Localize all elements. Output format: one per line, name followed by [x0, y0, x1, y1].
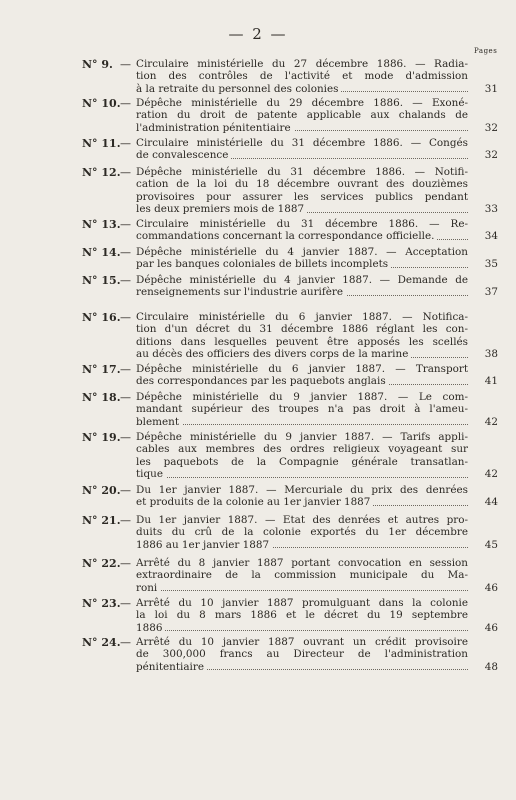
entry-line: de 300,000 francs au Directeur de l'administration	[136, 648, 468, 661]
entry-page-number: 45	[484, 538, 498, 551]
entry-dash: —	[120, 218, 131, 231]
entry-number: N° 18.	[82, 391, 121, 404]
entry-number: N° 24.	[82, 636, 121, 649]
entry-number: N° 15.	[82, 274, 121, 287]
entry-line: Dépêche ministérielle du 6 janvier 1887. — Transport	[136, 363, 468, 375]
entry-page-number: 32	[484, 121, 498, 134]
entry-line	[136, 661, 468, 673]
entry-text	[136, 58, 468, 95]
entry-number: N° 22.	[82, 557, 121, 570]
entry-line	[136, 203, 468, 215]
entry-page-number: 34	[484, 230, 498, 243]
entry-line: Circulaire ministérielle du 6 janvier 1887. — Notifica-	[136, 311, 468, 323]
entry-line: cation de la loi du 18 décembre ouvrant des douzièmes	[136, 178, 468, 191]
entry-line: la loi du 8 mars 1886 et le décret du 19 septembre	[136, 609, 468, 622]
entry-line-text: commandations concernant la correspondance officielle.	[136, 230, 437, 242]
entry-text	[136, 557, 468, 594]
entry-text	[136, 137, 468, 162]
entry-page-number: 37	[484, 286, 498, 299]
entry-text	[136, 274, 468, 299]
entry-line-text: 1886	[136, 622, 165, 634]
entry-line-text: de convalescence	[136, 149, 231, 161]
entry-page-number: 38	[484, 348, 498, 361]
entry-dash: —	[120, 97, 131, 110]
entry-line: Arrêté du 8 janvier 1887 portant convocation en session	[136, 557, 468, 569]
entry-number: N° 12.	[82, 166, 121, 179]
entry-line: Dépêche ministérielle du 9 janvier 1887. — Le com-	[136, 391, 468, 403]
entry-line: extraordinaire de la commission municipale du Ma-	[136, 569, 468, 582]
entry-line: Circulaire ministérielle du 31 décembre 1886. — Re-	[136, 218, 468, 230]
entry-line: Arrêté du 10 janvier 1887 promulguant dans la colonie	[136, 597, 468, 609]
entry-dash: —	[120, 484, 131, 497]
entry-line	[136, 416, 468, 428]
entry-number: N° 9.	[82, 58, 113, 71]
entry-dash: —	[120, 137, 131, 150]
entry-line	[136, 149, 468, 161]
entry-line	[136, 230, 468, 242]
entry-line: Dépêche ministérielle du 9 janvier 1887. — Tarifs appli-	[136, 431, 468, 443]
entry-text	[136, 484, 468, 509]
entry-line: Circulaire ministérielle du 27 décembre 1886. — Radia-	[136, 58, 468, 70]
entry-line	[136, 348, 468, 360]
entry-line-text: l'administration pénitentiaire	[136, 122, 294, 134]
entry-number: N° 19.	[82, 431, 121, 444]
entry-text	[136, 597, 468, 634]
entry-line: tion des contrôles de l'activité et mode d'admission	[136, 70, 468, 83]
entry-line	[136, 286, 468, 298]
entry-line: Arrêté du 10 janvier 1887 ouvrant un crédit provisoire	[136, 636, 468, 648]
entry-line-text: les deux premiers mois de 1887	[136, 203, 307, 215]
entry-line: Dépêche ministérielle du 4 janvier 1887. — Acceptation	[136, 246, 468, 258]
entry-dash: —	[120, 311, 131, 324]
entry-page-number: 46	[484, 581, 498, 594]
entry-number: N° 10.	[82, 97, 121, 110]
entry-line: Du 1er janvier 1887. — Etat des denrées et autres pro-	[136, 514, 468, 526]
entry-text	[136, 363, 468, 388]
entry-text	[136, 514, 468, 551]
entry-line: tion d'un décret du 31 décembre 1886 réglant les con-	[136, 323, 468, 336]
entry-line	[136, 622, 468, 634]
entry-dash: —	[120, 246, 131, 259]
entry-text	[136, 166, 468, 216]
entry-page-number: 33	[484, 203, 498, 216]
entry-line: mandant supérieur des troupes n'a pas droit à l'ameu-	[136, 403, 468, 416]
entry-page-number: 32	[484, 149, 498, 162]
entry-dash: —	[120, 597, 131, 610]
entry-line: les paquebots de la Compagnie générale transatlan-	[136, 455, 468, 468]
entry-dash: —	[120, 514, 131, 527]
entry-page-number: 35	[484, 258, 498, 271]
entry-dash: —	[120, 274, 131, 287]
entry-text	[136, 431, 468, 481]
entry-line: Du 1er janvier 1887. — Mercuriale du prix des denrées	[136, 484, 468, 496]
entry-page-number: 42	[484, 415, 498, 428]
entry-line: Dépêche ministérielle du 31 décembre 1886. — Notifi-	[136, 166, 468, 178]
entry-dash: —	[120, 166, 131, 179]
page-number: — 2 —	[228, 25, 288, 43]
entry-dash: —	[120, 431, 131, 444]
entry-text	[136, 391, 468, 428]
entry-page-number: 48	[484, 660, 498, 673]
entry-line	[136, 496, 468, 508]
entry-line-text: tique	[136, 468, 166, 480]
entry-line: duits du crû de la colonie exportés du 1er décembre	[136, 526, 468, 539]
entry-line: ration du droit de patente applicable aux chalands de	[136, 109, 468, 122]
entry-text	[136, 218, 468, 243]
entry-text	[136, 311, 468, 361]
entry-line	[136, 582, 468, 594]
entry-line-text: à la retraite du personnel des colonies	[136, 83, 341, 95]
entry-page-number: 46	[484, 621, 498, 634]
entry-number: N° 14.	[82, 246, 121, 259]
entry-number: N° 13.	[82, 218, 121, 231]
entry-line: ditions dans lesquelles peuvent être apposés les scellés	[136, 335, 468, 348]
entry-line	[136, 122, 468, 134]
entry-line-text: pénitentiaire	[136, 661, 207, 673]
entry-number: N° 23.	[82, 597, 121, 610]
entry-line: provisoires pour assurer les services publics pendant	[136, 190, 468, 203]
entry-line-text: des correspondances par les paquebots anglais	[136, 375, 389, 387]
entry-page-number: 31	[484, 82, 498, 95]
entry-line: Dépêche ministérielle du 29 décembre 1886. — Exoné-	[136, 97, 468, 109]
entry-line-text: roni	[136, 582, 160, 594]
entry-number: N° 16.	[82, 311, 121, 324]
entry-line	[136, 539, 468, 551]
entry-line: cables aux membres des ordres religieux voyageant sur	[136, 443, 468, 456]
entry-number: N° 21.	[82, 514, 121, 527]
entry-line	[136, 375, 468, 387]
entry-line	[136, 83, 468, 95]
entry-page-number: 44	[484, 496, 498, 509]
entry-number: N° 20.	[82, 484, 121, 497]
pages-column-label: Pages	[474, 47, 498, 55]
entry-page-number: 42	[484, 468, 498, 481]
entry-dash: —	[120, 557, 131, 570]
entry-line: Dépêche ministérielle du 4 janvier 1887. — Demande de	[136, 274, 468, 286]
entry-number: N° 17.	[82, 363, 121, 376]
entry-line	[136, 258, 468, 270]
entry-dash: —	[120, 58, 131, 71]
entry-dash: —	[120, 391, 131, 404]
entry-dash: —	[120, 636, 131, 649]
entry-text	[136, 246, 468, 271]
entry-text	[136, 636, 468, 673]
entry-line-text: et produits de la colonie au 1er janvier 1887	[136, 496, 373, 508]
entry-line	[136, 468, 468, 480]
entry-dash: —	[120, 363, 131, 376]
entry-line-text: renseignements sur l'industrie aurifère	[136, 286, 346, 298]
entry-text	[136, 97, 468, 134]
entry-line-text: par les banques coloniales de billets incomplets	[136, 258, 391, 270]
entry-page-number: 41	[484, 375, 498, 388]
entry-line-text: blement	[136, 416, 182, 428]
entry-number: N° 11.	[82, 137, 121, 150]
entry-line: Circulaire ministérielle du 31 décembre 1886. — Congés	[136, 137, 468, 149]
entry-line-text: 1886 au 1er janvier 1887	[136, 539, 272, 551]
entry-line-text: au décès des officiers des divers corps de la marine	[136, 348, 411, 360]
